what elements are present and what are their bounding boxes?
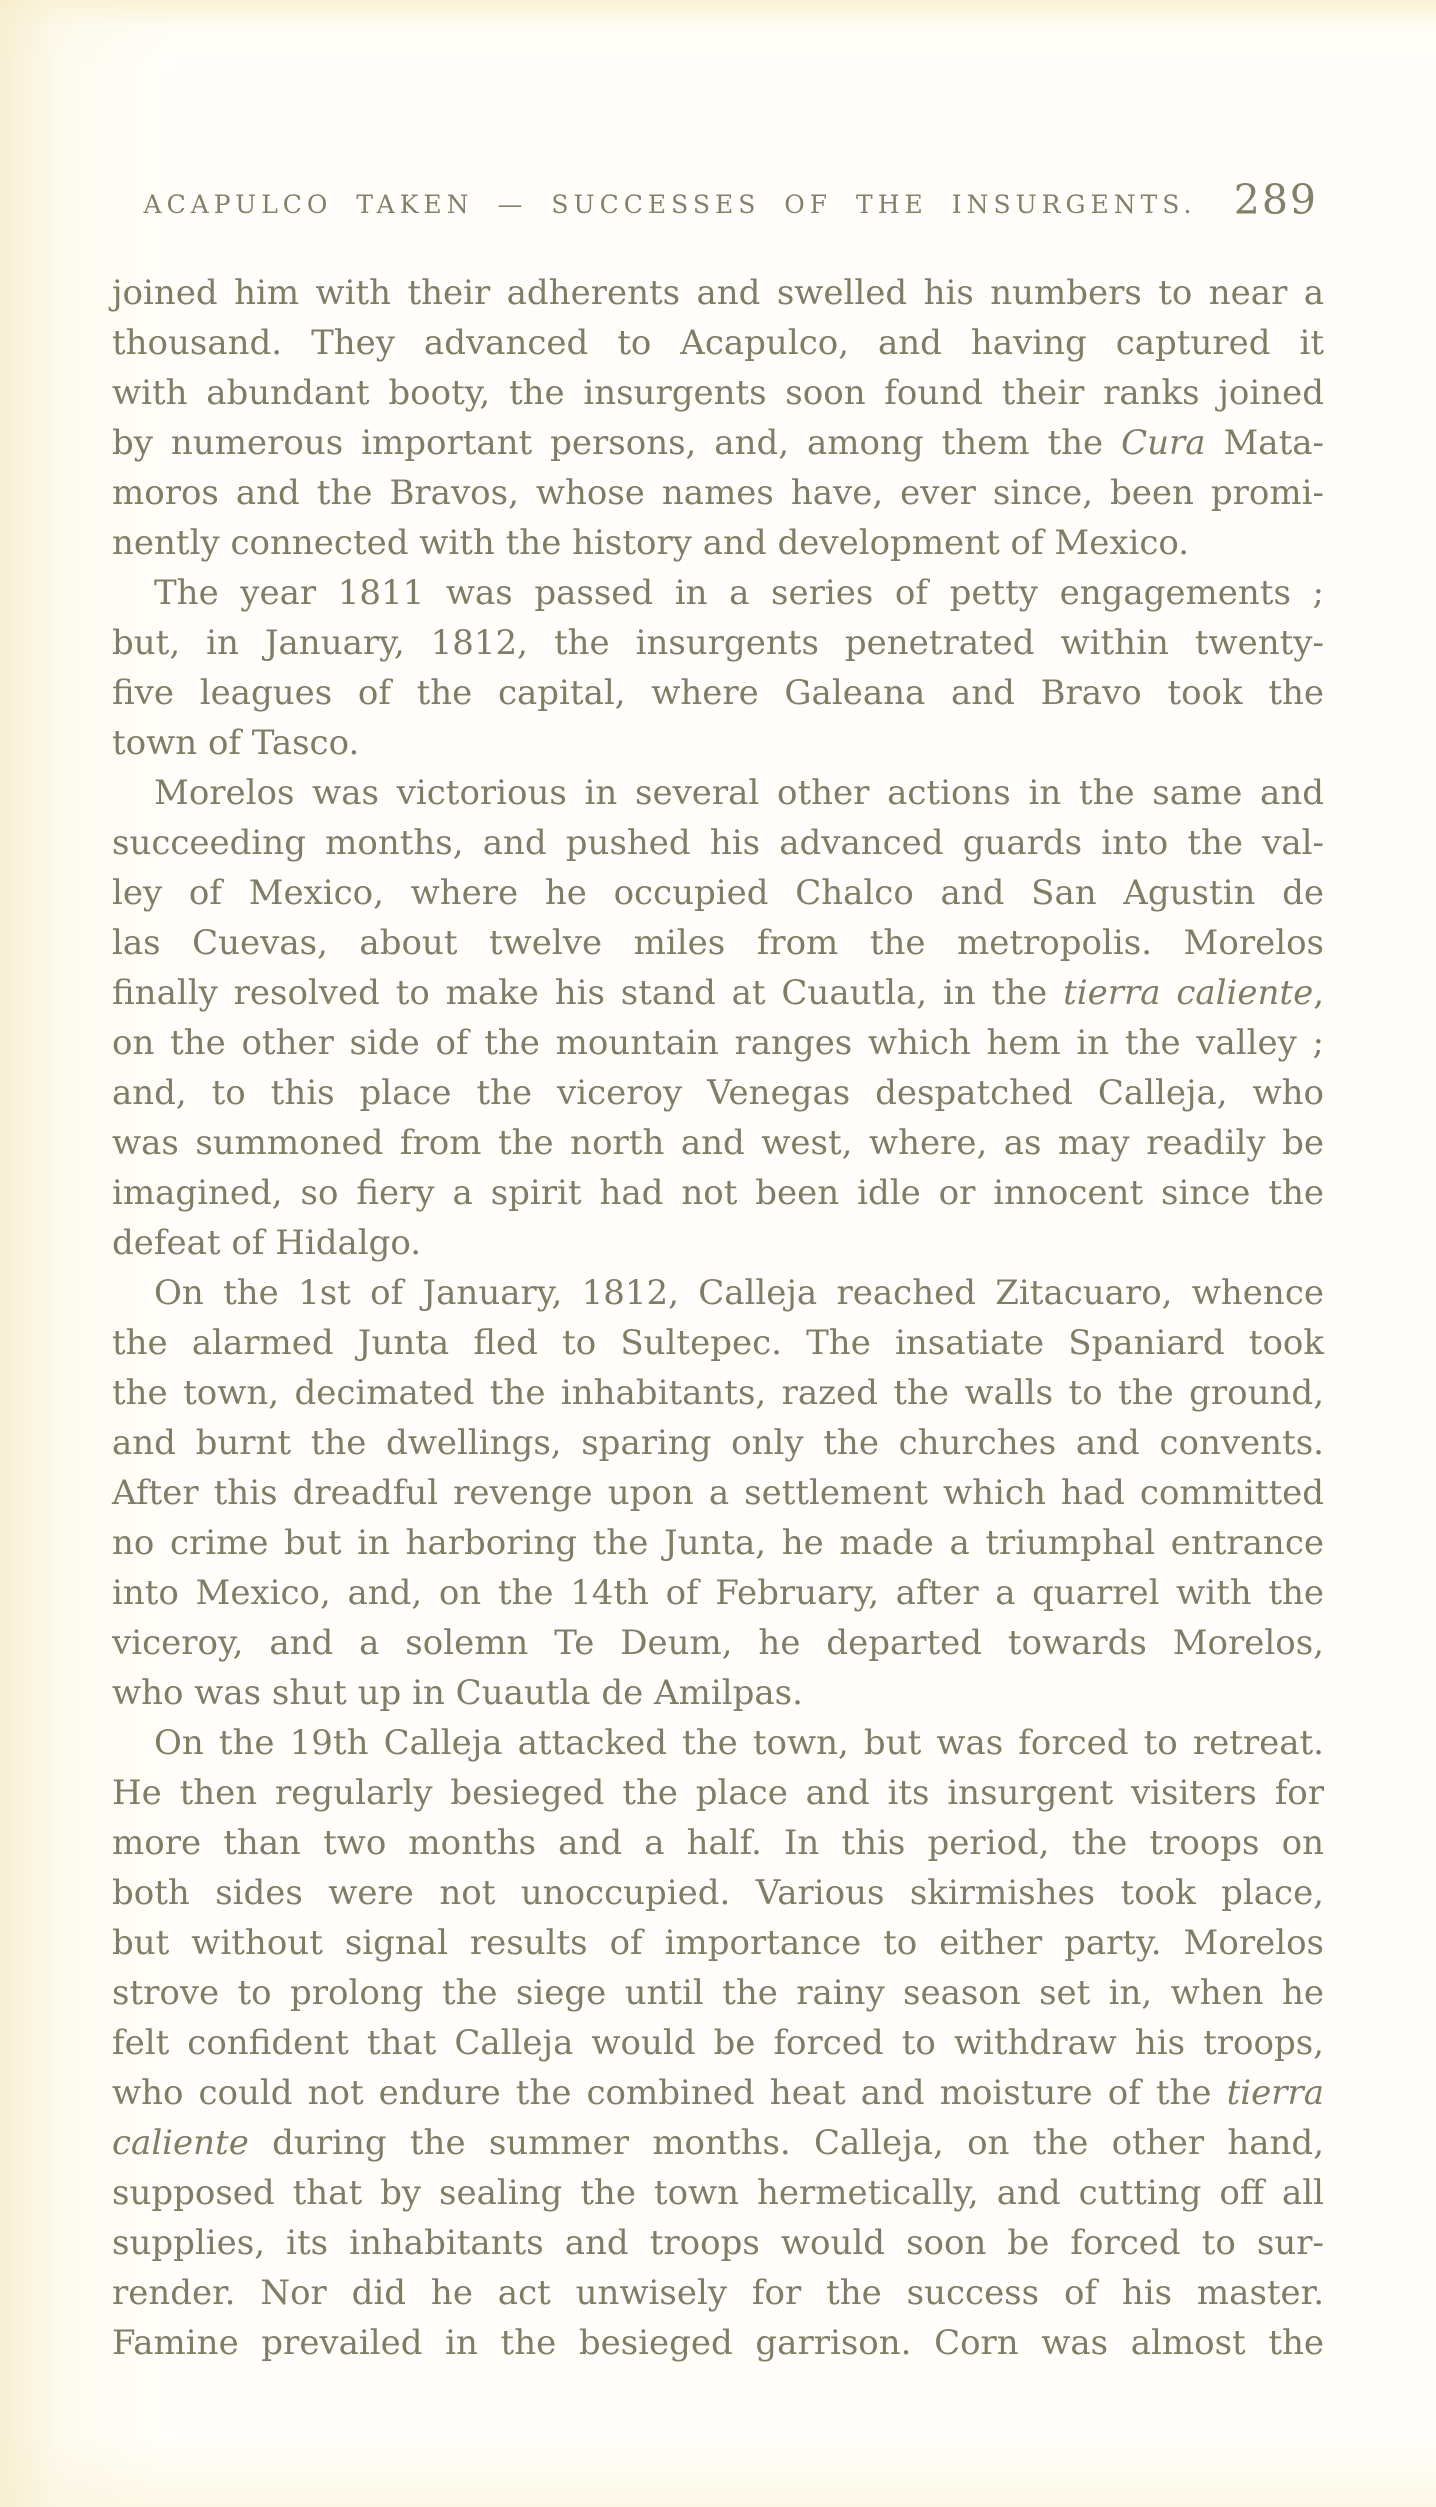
text-segment: and burnt the dwellings, sparing only the churches and convents.	[112, 1423, 1324, 1463]
paragraph	[112, 1268, 1324, 1718]
text-segment: strove to prolong the siege until the rainy season set in, when he	[112, 1973, 1324, 2013]
text-segment: ,	[1313, 973, 1325, 1013]
text-segment: After this dreadful revenge upon a settlement which had committed	[112, 1473, 1324, 1513]
text-line	[112, 1018, 1324, 1068]
text-segment: the town, decimated the inhabitants, razed the walls to the ground,	[112, 1373, 1324, 1413]
text-line	[112, 468, 1324, 518]
text-line	[112, 2118, 1324, 2168]
text-segment: He then regularly besieged the place and its insurgent visiters for	[112, 1773, 1324, 1813]
text-segment: Mata-	[1205, 423, 1324, 463]
text-line	[112, 1718, 1324, 1768]
paragraph	[112, 1718, 1324, 2368]
text-line	[112, 368, 1324, 418]
text-segment: during the summer months. Calleja, on the other hand,	[248, 2123, 1324, 2163]
text-segment: felt confident that Calleja would be forced to withdraw his troops,	[112, 2023, 1324, 2063]
text-line	[112, 1068, 1324, 1118]
text-segment: both sides were not unoccupied. Various skirmishes took place,	[112, 1873, 1324, 1913]
text-line	[112, 718, 1324, 768]
text-segment: by numerous important persons, and, among them the	[112, 423, 1122, 463]
text-segment: five leagues of the capital, where Galeana and Bravo took the	[112, 673, 1324, 713]
text-line	[112, 2168, 1324, 2218]
text-line	[112, 1918, 1324, 1968]
text-segment: who could not endure the combined heat and moisture of the	[112, 2073, 1227, 2113]
text-segment: finally resolved to make his stand at Cuautla, in the	[112, 973, 1064, 1013]
text-line	[112, 268, 1324, 318]
text-line	[112, 2068, 1324, 2118]
text-segment: but without signal results of importance to either party. Morelos	[112, 1923, 1324, 1963]
text-segment: moros and the Bravos, whose names have, ever since, been promi-	[112, 473, 1324, 513]
text-line	[112, 1368, 1324, 1418]
text-segment: Famine prevailed in the besieged garrison. Corn was almost the	[112, 2323, 1324, 2363]
text-segment: nently connected with the history and development of Mexico.	[112, 523, 1190, 563]
text-segment: the alarmed Junta fled to Sultepec. The insatiate Spaniard took	[112, 1323, 1324, 1363]
text-segment: The year 1811 was passed in a series of petty engagements ;	[154, 573, 1324, 613]
text-segment: more than two months and a half. In this period, the troops on	[112, 1823, 1324, 1863]
body-text	[112, 268, 1324, 2368]
text-line	[112, 1168, 1324, 1218]
text-segment: who was shut up in Cuautla de Amilpas.	[112, 1673, 803, 1713]
text-segment: succeeding months, and pushed his advanced guards into the val-	[112, 823, 1324, 863]
text-line	[112, 918, 1324, 968]
running-header	[112, 176, 1324, 228]
italic-text-segment: tierra	[1226, 2073, 1324, 2113]
text-segment: Morelos was victorious in several other actions in the same and	[154, 773, 1324, 813]
text-line	[112, 2018, 1324, 2068]
text-segment: and, to this place the viceroy Venegas despatched Calleja, who	[112, 1073, 1324, 1113]
text-line	[112, 1618, 1324, 1668]
text-line	[112, 1818, 1324, 1868]
text-line	[112, 818, 1324, 868]
text-segment: thousand. They advanced to Acapulco, and having captured it	[112, 323, 1324, 363]
text-line	[112, 1218, 1324, 1268]
text-segment: into Mexico, and, on the 14th of February, after a quarrel with the	[112, 1573, 1324, 1613]
text-segment: joined him with their adherents and swelled his numbers to near a	[112, 273, 1324, 313]
page-number: 289	[1233, 176, 1318, 224]
text-segment: town of Tasco.	[112, 723, 360, 763]
text-line	[112, 2218, 1324, 2268]
text-segment: viceroy, and a solemn Te Deum, he departed towards Morelos,	[112, 1623, 1324, 1663]
text-segment: with abundant booty, the insurgents soon found their ranks joined	[112, 373, 1324, 413]
paragraph	[112, 768, 1324, 1268]
text-line	[112, 1318, 1324, 1368]
text-segment: supposed that by sealing the town hermetically, and cutting off all	[112, 2173, 1324, 2213]
text-line	[112, 768, 1324, 818]
text-line	[112, 868, 1324, 918]
text-line	[112, 1668, 1324, 1718]
text-line	[112, 1868, 1324, 1918]
text-segment: defeat of Hidalgo.	[112, 1223, 422, 1263]
text-segment: ley of Mexico, where he occupied Chalco and San Agustin de	[112, 873, 1324, 913]
text-line	[112, 1568, 1324, 1618]
text-segment: on the other side of the mountain ranges which hem in the valley ;	[112, 1023, 1324, 1063]
text-line	[112, 668, 1324, 718]
text-segment: imagined, so fiery a spirit had not been idle or innocent since the	[112, 1173, 1324, 1213]
text-line	[112, 2268, 1324, 2318]
paragraph	[112, 268, 1324, 568]
text-line	[112, 1418, 1324, 1468]
text-line	[112, 1768, 1324, 1818]
text-line	[112, 1118, 1324, 1168]
italic-text-segment: caliente	[112, 2123, 249, 2163]
text-line	[112, 318, 1324, 368]
text-line	[112, 418, 1324, 468]
text-segment: On the 19th Calleja attacked the town, but was forced to retreat.	[154, 1723, 1324, 1763]
text-segment: On the 1st of January, 1812, Calleja reached Zitacuaro, whence	[154, 1273, 1324, 1313]
header-title: ACAPULCO TAKEN — SUCCESSES OF THE INSURGENTS.	[143, 190, 1197, 219]
text-segment: supplies, its inhabitants and troops would soon be forced to sur-	[112, 2223, 1324, 2263]
text-line	[112, 518, 1324, 568]
text-segment: las Cuevas, about twelve miles from the metropolis. Morelos	[112, 923, 1324, 963]
italic-text-segment: tierra caliente	[1063, 973, 1314, 1013]
text-line	[112, 568, 1324, 618]
paragraph	[112, 568, 1324, 768]
text-line	[112, 1518, 1324, 1568]
italic-text-segment: Cura	[1121, 423, 1206, 463]
text-segment: was summoned from the north and west, where, as may readily be	[112, 1123, 1324, 1163]
text-line	[112, 1468, 1324, 1518]
text-line	[112, 1968, 1324, 2018]
text-line	[112, 968, 1324, 1018]
text-line	[112, 1268, 1324, 1318]
text-line	[112, 618, 1324, 668]
text-segment: render. Nor did he act unwisely for the success of his master.	[112, 2273, 1324, 2313]
text-line	[112, 2318, 1324, 2368]
text-segment: but, in January, 1812, the insurgents penetrated within twenty-	[112, 623, 1324, 663]
text-segment: no crime but in harboring the Junta, he made a triumphal entrance	[112, 1523, 1324, 1563]
